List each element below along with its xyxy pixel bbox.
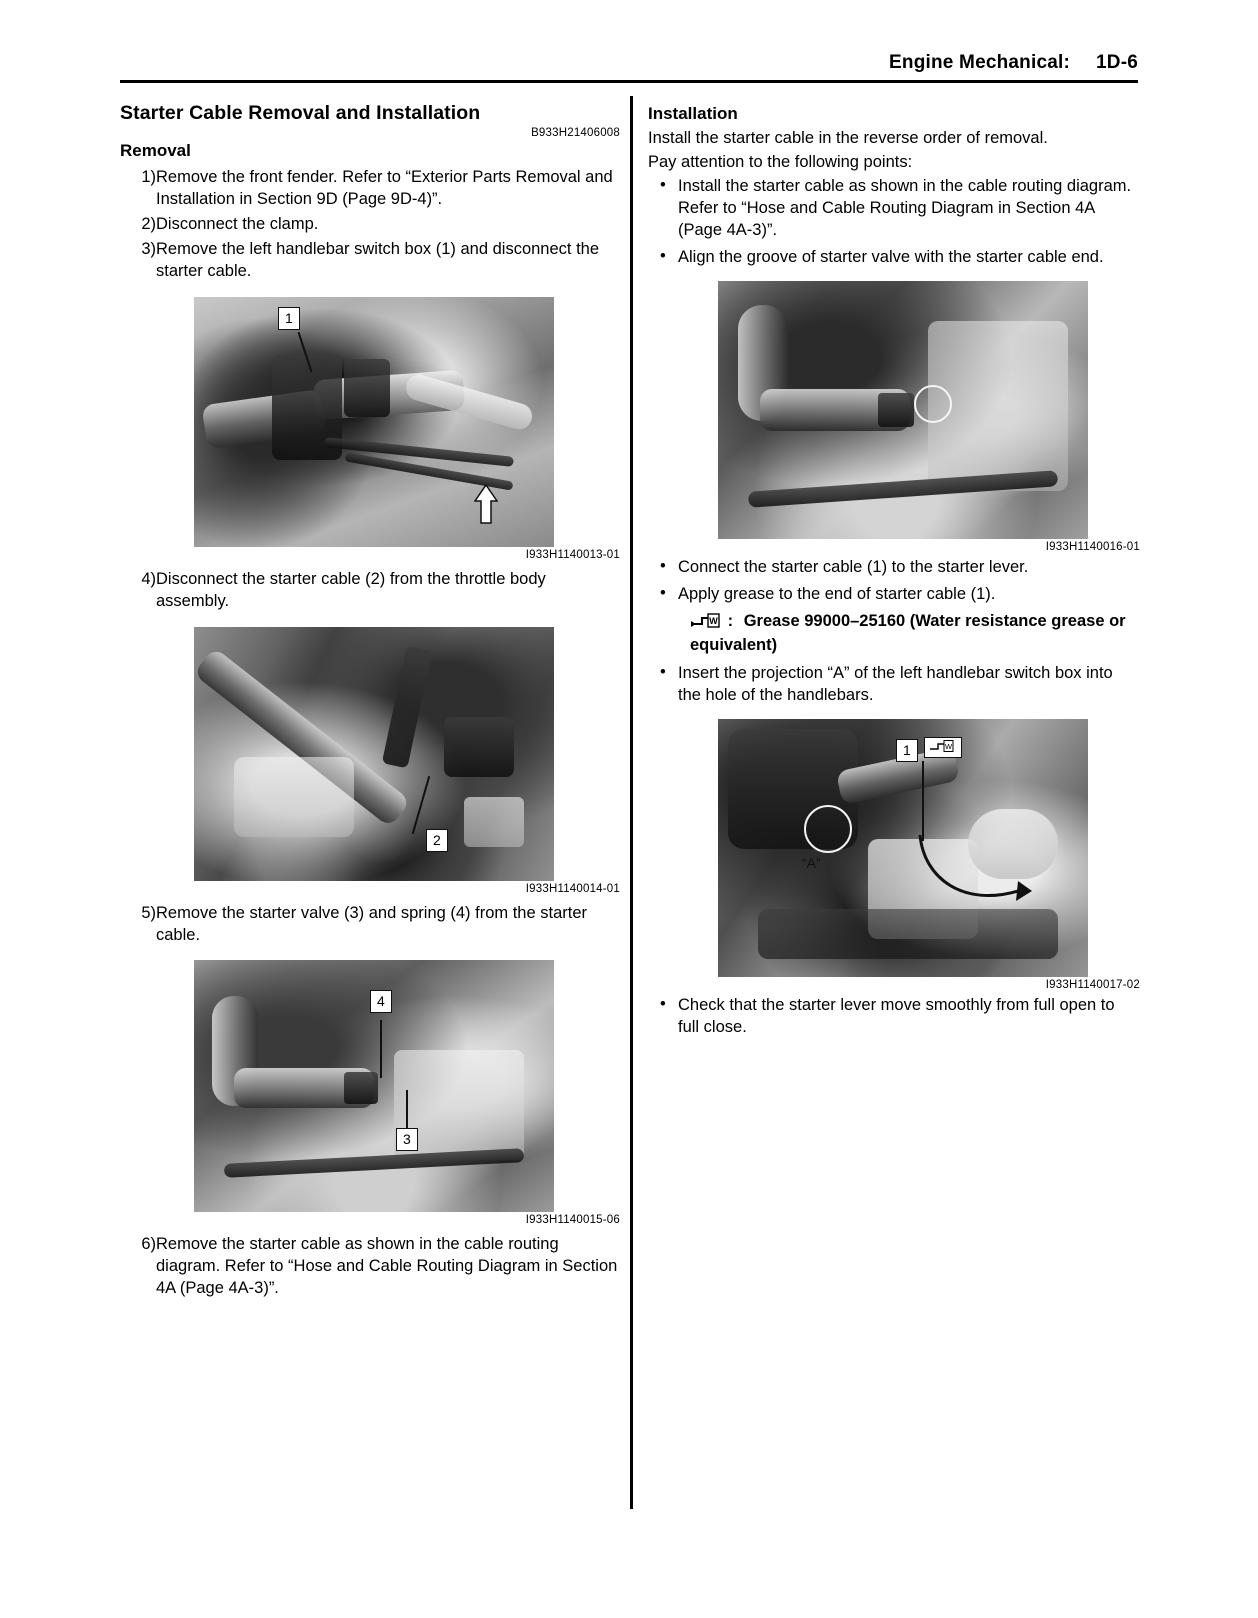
installation-bullets-after-note (648, 663, 1140, 707)
installation-bullets-mid (648, 557, 1140, 606)
installation-bullets-bottom (648, 995, 1140, 1039)
direction-arrow-icon (474, 483, 498, 525)
figure-starter-valve (120, 960, 620, 1226)
installation-heading: Installation (648, 104, 738, 123)
step-number: 5) (141, 903, 156, 922)
removal-step-4 (120, 569, 620, 613)
callout-1: 1 (278, 307, 300, 330)
step-number: 4) (141, 569, 156, 588)
figure-code: I933H1140017-02 (1045, 979, 1140, 992)
list-item (120, 167, 620, 211)
list-item (648, 584, 1140, 606)
list-item (120, 214, 620, 236)
grease-note-separator: : (727, 611, 734, 630)
grease-symbol-icon (924, 737, 962, 758)
left-column (120, 96, 620, 1303)
header-rule (120, 80, 1138, 83)
step-number: 3) (141, 239, 156, 258)
callout-leader (406, 1090, 408, 1130)
page-header (120, 52, 1138, 74)
installation-intro-line2: Pay attention to the following points: (648, 152, 913, 171)
bullet-text: Align the groove of starter valve with the starter cable end. (678, 247, 1104, 266)
figure-image (194, 627, 554, 881)
column-divider (630, 96, 633, 1509)
grease-specification-note (690, 611, 1140, 658)
figure-throttle-body (120, 627, 620, 895)
insertion-arrow-icon (914, 829, 1034, 919)
installation-bullets-top (648, 176, 1140, 269)
callout-2: 2 (426, 829, 448, 852)
bullet-text: Insert the projection “A” of the left handlebar switch box into the hole of the handlebars. (678, 664, 1113, 705)
callout-leader (412, 775, 430, 833)
bullet-text: Install the starter cable as shown in the cable routing diagram. Refer to “Hose and Cable Routing Diagram in Section 4A (Page 4A-3)”. (678, 176, 1132, 239)
list-item (648, 247, 1140, 269)
list-item (648, 995, 1140, 1039)
callout-4: 4 (370, 990, 392, 1013)
list-item (120, 239, 620, 283)
svg-text:W: W (709, 615, 718, 626)
step-number: 2) (141, 214, 156, 233)
removal-steps (120, 167, 620, 283)
header-section-title: Engine Mechanical: (889, 52, 1071, 73)
removal-heading: Removal (120, 141, 191, 160)
list-item (120, 569, 620, 613)
callout-1: 1 (896, 739, 918, 762)
step-text: Disconnect the clamp. (156, 214, 319, 233)
bullet-icon: • (660, 556, 666, 575)
figure-image (718, 719, 1088, 977)
grease-note-text: Grease 99000–25160 (Water resistance grease or equivalent) (690, 611, 1126, 655)
svg-text:W: W (944, 742, 953, 752)
figure-code: I933H1140013-01 (525, 548, 620, 561)
step-text: Remove the left handlebar switch box (1) and disconnect the starter cable. (156, 239, 600, 280)
list-item (648, 176, 1140, 242)
figure-image (194, 297, 554, 547)
list-item (120, 903, 620, 947)
callout-3: 3 (396, 1128, 418, 1151)
bullet-icon: • (660, 246, 666, 265)
removal-step-5 (120, 903, 620, 947)
detail-circle-marker (914, 385, 952, 423)
bullet-icon: • (660, 663, 666, 682)
list-item (648, 557, 1140, 579)
figure-image (718, 281, 1088, 539)
figure-starter-valve-groove (648, 281, 1140, 553)
header-page-number: 1D-6 (1096, 52, 1138, 73)
bullet-text: Apply grease to the end of starter cable (1). (678, 584, 996, 603)
bullet-icon: • (660, 995, 666, 1014)
figure-code: I933H1140014-01 (525, 882, 620, 895)
step-text: Remove the starter cable as shown in the cable routing diagram. Refer to “Hose and Cable Routing Diagram in Section 4A (Page 4A-3)”. (156, 1235, 618, 1298)
figure-code: I933H1140016-01 (1045, 540, 1140, 553)
callout-leader (380, 1020, 382, 1078)
bullet-text: Check that the starter lever move smoothly from full open to full close. (678, 996, 1115, 1037)
document-code: B933H21406008 (531, 127, 620, 139)
detail-circle-marker (804, 805, 852, 853)
figure-handlebar-switch (120, 297, 620, 561)
step-text: Remove the front fender. Refer to “Exterior Parts Removal and Installation in Section 9D (Page 9D-4)”. (156, 168, 613, 208)
bullet-icon: • (660, 175, 666, 194)
step-number: 1) (141, 168, 156, 186)
page-title: Starter Cable Removal and Installation (120, 102, 481, 124)
bullet-icon: • (660, 583, 666, 602)
installation-intro-line1: Install the starter cable in the reverse order of removal. (648, 129, 1048, 147)
step-number: 6) (141, 1235, 156, 1254)
step-text: Disconnect the starter cable (2) from the throttle body assembly. (156, 569, 546, 610)
list-item (648, 663, 1140, 707)
list-item (120, 1234, 620, 1300)
bullet-text: Connect the starter cable (1) to the starter lever. (678, 557, 1029, 576)
figure-switch-box-projection (648, 719, 1140, 991)
figure-image (194, 960, 554, 1212)
projection-label-a: “A” (802, 855, 821, 872)
step-text: Remove the starter valve (3) and spring (4) from the starter cable. (156, 903, 587, 944)
removal-step-6 (120, 1234, 620, 1300)
right-column (648, 96, 1140, 1044)
figure-code: I933H1140015-06 (525, 1214, 620, 1227)
grease-symbol-icon (690, 613, 720, 636)
